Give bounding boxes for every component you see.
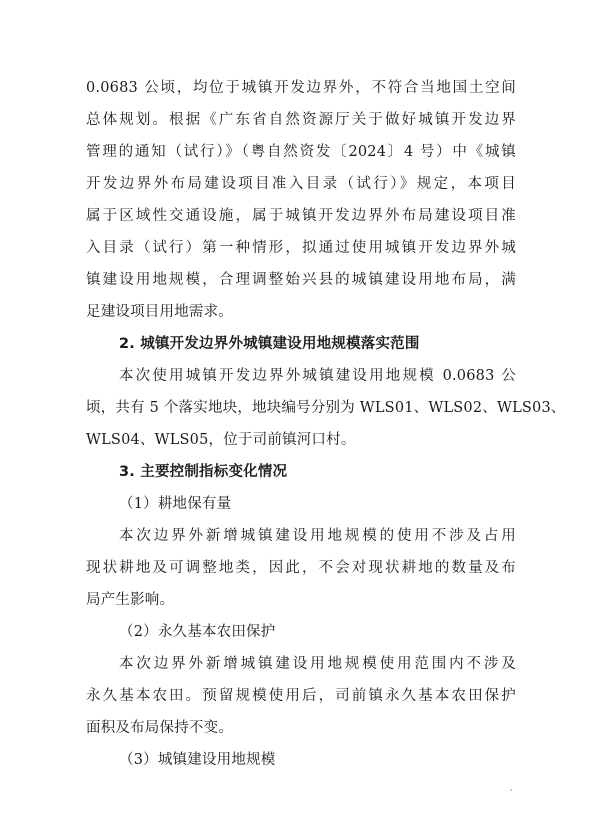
- scan-speck: [510, 789, 512, 791]
- paragraph-line: 永久基本农田。预留规模使用后，司前镇永久基本农田保护: [86, 688, 516, 704]
- section-heading: 3. 主要控制指标变化情况: [119, 464, 288, 480]
- paragraph-line: 本次边界外新增城镇建设用地规模使用范围内不涉及: [119, 656, 516, 672]
- paragraph-line: WLS04、WLS05，位于司前镇河口村。: [86, 432, 356, 448]
- paragraph-line: 顷，共有 5 个落实地块，地块编号分别为 WLS01、WLS02、WLS03、: [86, 400, 566, 416]
- paragraph-line: 入目录（试行）第一种情形，拟通过使用城镇开发边界外城: [86, 240, 516, 256]
- paragraph-line: 开发边界外布局建设项目准入目录（试行）》规定，本项目: [86, 176, 516, 192]
- paragraph-line: 0.0683 公顷，均位于城镇开发边界外，不符合当地国土空间: [86, 80, 516, 96]
- paragraph-line: 足建设项目用地需求。: [86, 304, 233, 320]
- paragraph-line: 属于区域性交通设施，属于城镇开发边界外布局建设项目准: [86, 208, 516, 224]
- subsection-heading: （2）永久基本农田保护: [119, 624, 276, 640]
- subsection-heading: （1）耕地保有量: [119, 496, 232, 512]
- paragraph-line: 局产生影响。: [86, 592, 175, 608]
- paragraph-line: 管理的通知（试行）》（粤自然资发〔2024〕4 号）中《城镇: [86, 144, 516, 160]
- paragraph-line: 现状耕地及可调整地类，因此，不会对现状耕地的数量及布: [86, 560, 516, 576]
- paragraph-line: 镇建设用地规模，合理调整始兴县的城镇建设用地布局，满: [86, 272, 516, 288]
- paragraph-line: 本次边界外新增城镇建设用地规模的使用不涉及占用: [119, 528, 516, 544]
- subsection-heading: （3）城镇建设用地规模: [119, 752, 276, 768]
- paragraph-line: 面积及布局保持不变。: [86, 720, 233, 736]
- paragraph-line: 本次使用城镇开发边界外城镇建设用地规模 0.0683 公: [119, 368, 516, 384]
- paragraph-line: 总体规划。根据《广东省自然资源厅关于做好城镇开发边界: [86, 112, 516, 128]
- section-heading: 2. 城镇开发边界外城镇建设用地规模落实范围: [119, 336, 420, 352]
